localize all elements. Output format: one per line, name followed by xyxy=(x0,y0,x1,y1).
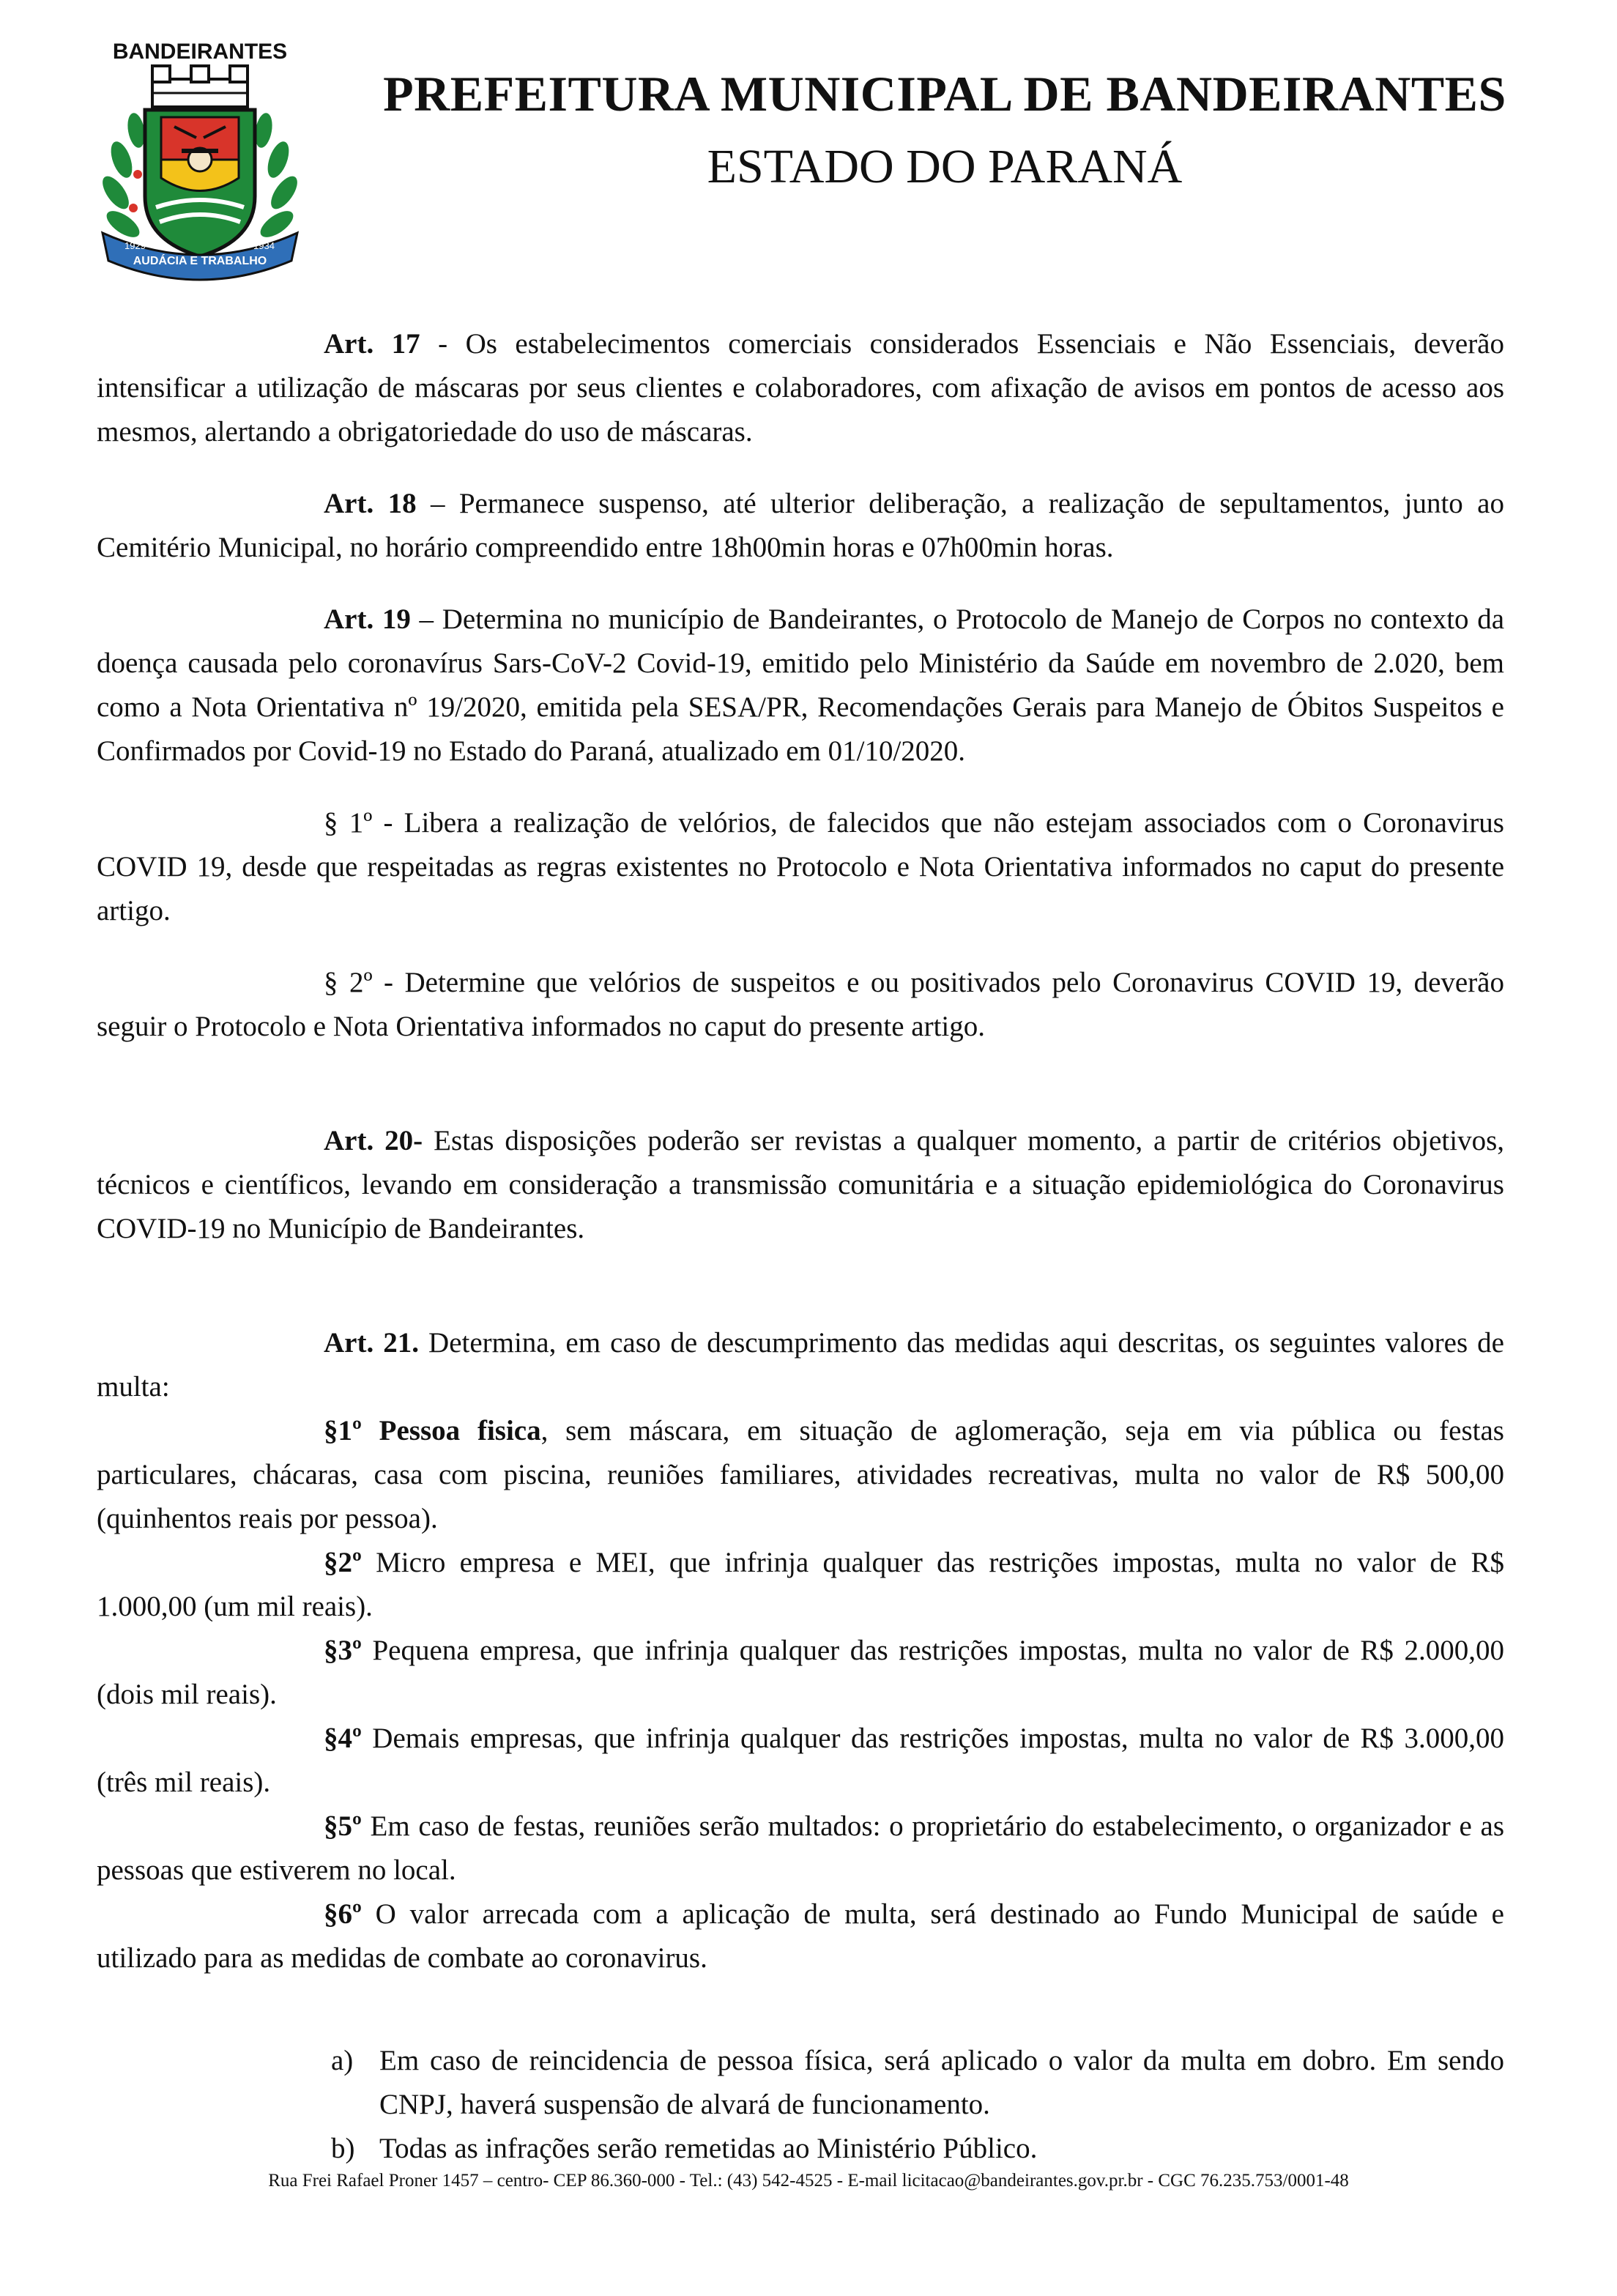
list-item xyxy=(97,2127,1504,2171)
page-subtitle: ESTADO DO PARANÁ xyxy=(707,140,1183,193)
article-21-paragraph-2-text: Micro empresa e MEI, que infrinja qualquer das restrições impostas, multa no valor de R$ 1.000,00 (um mil reais). xyxy=(97,1547,1504,1622)
crest-name: BANDEIRANTES xyxy=(112,40,288,64)
article-21-paragraph-5-text: Em caso de festas, reuniões serão multados: o proprietário do estabelecimento, o organizador e as pessoas que estiverem no local. xyxy=(97,1810,1504,1886)
list-item-marker: b) xyxy=(331,2133,355,2164)
article-21 xyxy=(97,1321,1504,1409)
article-20-label: Art. 20- xyxy=(324,1125,423,1156)
laurel-left xyxy=(97,111,147,242)
article-18 xyxy=(97,482,1504,570)
article-19-paragraph-1: § 1º - Libera a realização de velórios, de falecidos que não estejam associados com o Coronavirus COVID 19, desde que respeitadas as regras existentes no Protocolo e Nota Orientativa informados no caput do presente artigo. xyxy=(97,807,1504,926)
article-21-paragraph-6-text: O valor arrecada com a aplicação de multa, será destinado ao Fundo Municipal de saúde e utilizado para as medidas de combate ao coronavirus. xyxy=(97,1898,1504,1974)
municipal-coat-of-arms xyxy=(94,28,306,291)
list-item xyxy=(97,2039,1504,2127)
list-item-text: Em caso de reincidencia de pessoa física, será aplicado o valor da multa em dobro. Em sendo CNPJ, haverá suspensão de alvará de funcionamento. xyxy=(379,2045,1504,2120)
article-19-text: – Determina no município de Bandeirantes, o Protocolo de Manejo de Corpos no contexto da doença causada pelo coronavírus Sars-CoV-2 Covid-19, emitido pelo Ministério da Saúde em novembro de 2.020, bem como a Nota Orientativa nº 19/2020, emitida pela SESA/PR, Recomendações Gerais para Manejo de Óbitos Suspeitos e Confirmados por Covid-19 no Estado do Paraná, atualizado em 01/10/2020. xyxy=(97,603,1505,767)
page-title: PREFEITURA MUNICIPAL DE BANDEIRANTES xyxy=(383,66,1506,122)
article-21-paragraph-2 xyxy=(97,1541,1504,1629)
document-body xyxy=(97,322,1504,2171)
article-21-paragraph-1-label: §1º Pessoa fisica xyxy=(324,1415,541,1446)
article-17-label: Art. 17 xyxy=(324,328,420,360)
article-21-paragraph-4-text: Demais empresas, que infrinja qualquer das restrições impostas, multa no valor de R$ 3.000,00 (três mil reais). xyxy=(97,1723,1504,1798)
mural-crown xyxy=(152,66,248,107)
crest-year-left: 1929 xyxy=(124,240,146,251)
article-17 xyxy=(97,322,1504,454)
article-21-label: Art. 21. xyxy=(324,1327,419,1359)
article-21-paragraph-4-label: §4º xyxy=(324,1723,362,1754)
laurel-right xyxy=(253,111,302,242)
article-21-paragraph-1-text: , sem máscara, em situação de aglomeração, seja em via pública ou festas particulares, chácaras, casa com piscina, reuniões familiares, atividades recreativas, multa no valor de R$ 500,00 (quinhentos reais por pessoa). xyxy=(97,1415,1504,1534)
article-21-paragraph-3-text: Pequena empresa, que infrinja qualquer das restrições impostas, multa no valor de R$ 2.000,00 (dois mil reais). xyxy=(97,1635,1504,1710)
article-21-paragraph-5 xyxy=(97,1805,1504,1892)
article-21-paragraph-6-label: §6º xyxy=(324,1898,362,1930)
article-20 xyxy=(97,1119,1504,1251)
shield xyxy=(145,110,255,256)
article-19-label: Art. 19 xyxy=(324,603,411,635)
article-21-paragraph-1 xyxy=(97,1409,1504,1541)
footer-address: Rua Frei Rafael Proner 1457 – centro- CEP 86.360-000 - Tel.: (43) 542-4525 - E-mail licitacao@bandeirantes.gov.pr.br - CGC 76.235.753/0001-48 xyxy=(268,2171,1349,2191)
crest-motto: AUDÁCIA E TRABALHO xyxy=(133,255,267,267)
article-20-text: Estas disposições poderão ser revistas a qualquer momento, a partir de critérios objetivos, técnicos e científicos, levando em consideração a transmissão comunitária e a situação epidemiológica do Coronavirus COVID-19 no Município de Bandeirantes. xyxy=(97,1125,1504,1244)
article-18-text: – Permanece suspenso, até ulterior deliberação, a realização de sepultamentos, junto ao Cemitério Municipal, no horário compreendido entre 18h00min horas e 07h00min horas. xyxy=(97,488,1504,563)
article-19-paragraph-2: § 2º - Determine que velórios de suspeitos e ou positivados pelo Coronavirus COVID 19, deverão seguir o Protocolo e Nota Orientativa informados no caput do presente artigo. xyxy=(97,967,1504,1042)
provisions-list xyxy=(97,2039,1504,2171)
article-18-label: Art. 18 xyxy=(324,488,417,519)
article-21-paragraph-3 xyxy=(97,1629,1504,1717)
article-19 xyxy=(97,598,1504,773)
article-21-paragraph-2-label: §2º xyxy=(324,1547,362,1578)
crest-year-right: 1934 xyxy=(253,240,275,251)
article-21-text: Determina, em caso de descumprimento das medidas aqui descritas, os seguintes valores de multa: xyxy=(97,1327,1504,1403)
article-21-paragraph-3-label: §3º xyxy=(324,1635,362,1666)
list-item-marker: a) xyxy=(331,2045,354,2076)
article-17-text: - Os estabelecimentos comerciais considerados Essenciais e Não Essenciais, deverão intensificar a utilização de máscaras por seus clientes e colaboradores, com afixação de avisos em pontos de acesso aos mesmos, alertando a obrigatoriedade do uso de máscaras. xyxy=(97,328,1504,447)
list-item-text: Todas as infrações serão remetidas ao Ministério Público. xyxy=(379,2133,1038,2164)
article-21-paragraph-5-label: §5º xyxy=(324,1810,362,1842)
article-21-paragraph-4 xyxy=(97,1717,1504,1805)
article-21-paragraph-6 xyxy=(97,1892,1504,1980)
